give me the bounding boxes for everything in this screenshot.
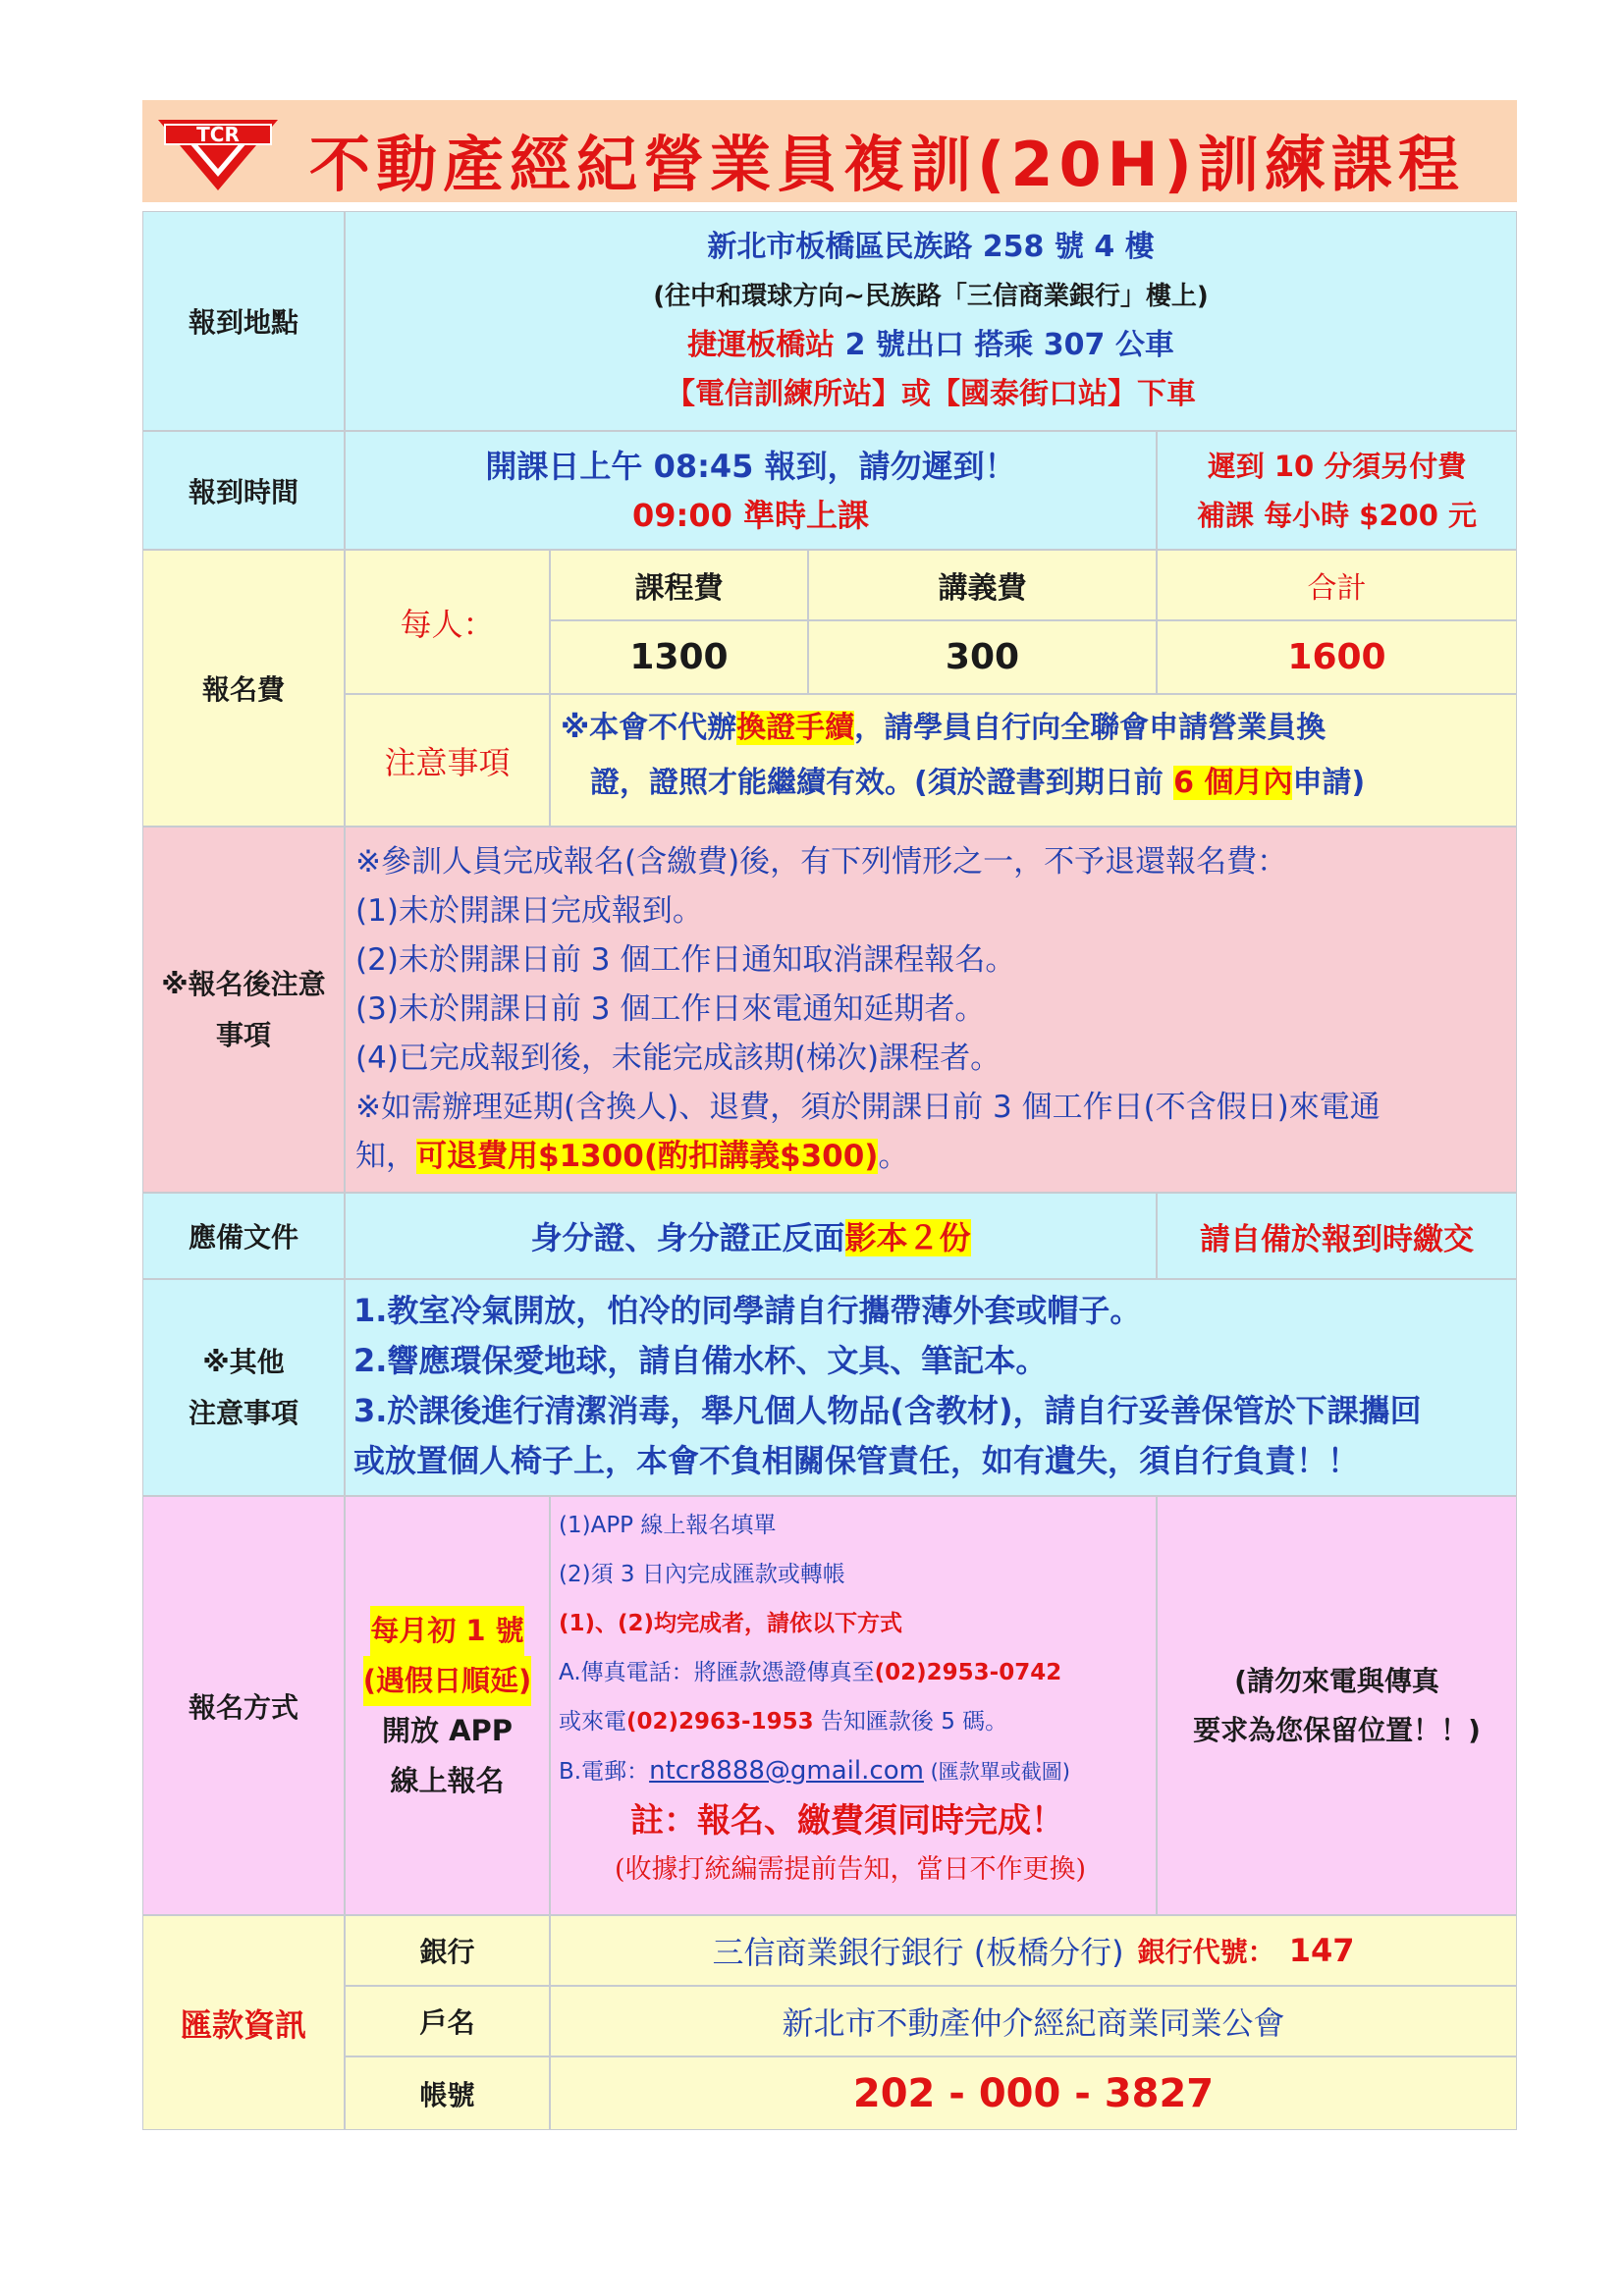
refund-rule-1: (1)未於開課日完成報到。 (355, 893, 703, 929)
refund-rule-3: (3)未於開課日前 3 個工作日來電通知延期者。 (355, 991, 986, 1027)
material-fee-header (808, 550, 1157, 620)
email-link[interactable]: ntcr8888@gmail.com (649, 1756, 924, 1786)
material-fee-value-text: 300 (945, 637, 1020, 677)
signup-online: 線上報名 (390, 1763, 505, 1797)
signup-label-text: 報名方式 (188, 1690, 298, 1724)
location-details (345, 211, 1517, 431)
fee-label (142, 550, 345, 827)
signup-label (142, 1496, 345, 1915)
signup-open-app: 開放 APP (381, 1713, 514, 1747)
refund-rules (345, 827, 1517, 1193)
bank-name-label (345, 1915, 550, 1986)
bank-name-text: 三信商業銀行銀行 (板橋分行) (712, 1934, 1124, 1971)
logo-text: TCR (196, 123, 240, 146)
title-banner (142, 100, 1517, 202)
late-fee: 遲到 10 分須另付費 (1207, 449, 1467, 483)
per-person-text: 每人： (400, 605, 495, 643)
docs-copies-highlight: 影本２份 (844, 1219, 971, 1256)
time-details (345, 431, 1157, 550)
step-fax: A.傳真電話：將匯款憑證傳真至(02)2953-0742 (559, 1660, 1062, 1685)
notice-label (345, 694, 550, 827)
course-fee-header-text: 課程費 (634, 571, 724, 606)
docs-label-text: 應備文件 (188, 1221, 298, 1254)
bank-label (142, 1915, 345, 2130)
signup-warning: 註：報名、繳費須同時完成！ (630, 1801, 1064, 1841)
notice-line-1: ※本會不代辦換證手續，請學員自行向全聯會申請營業員換 (561, 711, 1326, 745)
direction: (往中和環球方向~民族路「三信商業銀行」樓上) (653, 282, 1209, 311)
phone-number: (02)2963-1953 (626, 1709, 814, 1735)
course-fee-value-text: 1300 (629, 637, 729, 677)
account-name-value (550, 1986, 1517, 2056)
refund-amount: 知，可退費用$1300(酌扣講義$300)。 (355, 1139, 909, 1174)
step-app-form: (1)APP 線上報名填單 (559, 1513, 777, 1538)
other-label (142, 1279, 345, 1496)
renewal-highlight: 換證手續 (736, 711, 855, 745)
signup-day: 每月初 1 號 (370, 1606, 523, 1656)
signup-holiday: (遇假日順延) (363, 1656, 532, 1706)
notice-line-2: 證，證照才能繼續有效。(須於證書到期日前 6 個月內申請) (590, 766, 1366, 800)
class-start-time: 09:00 準時上課 (631, 496, 869, 534)
no-reserve-2: 要求為您保留位置！！) (1193, 1713, 1481, 1746)
step-phone: 或來電(02)2963-1953 告知匯款後 5 碼。 (559, 1709, 1008, 1735)
total-header (1157, 550, 1517, 620)
account-number-label (345, 2056, 550, 2130)
signup-steps (550, 1496, 1157, 1915)
refund-postpone: ※如需辦理延期(含換人)、退費，須於開課日前 3 個工作日(不含假日)來電通 (355, 1090, 1380, 1125)
bank-code-label: 銀行代號： (1137, 1936, 1275, 1968)
late-policy (1157, 431, 1517, 550)
time-label (142, 431, 345, 550)
bus-stop: 【電信訓練所站】或【國泰街口站】下車 (666, 377, 1196, 411)
step-email: B.電郵：ntcr8888@gmail.com (匯款單或截圖) (559, 1756, 1070, 1786)
makeup-fee: 補課 每小時 $200 元 (1196, 498, 1477, 532)
bank-name-label-text: 銀行 (419, 1936, 475, 1968)
refund-label-a: ※報名後注意 (161, 967, 326, 1000)
note-eco: 2.響應環保愛地球，請自備水杯、文具、筆記本。 (353, 1342, 1048, 1379)
note-aircon: 1.教室冷氣開放，怕冷的同學請自行攜帶薄外套或帽子。 (353, 1292, 1142, 1329)
page-title: 不動產經紀營業員複訓(20H)訓練課程 (309, 129, 1465, 200)
total-value (1157, 620, 1517, 694)
account-number-label-text: 帳號 (419, 2078, 475, 2111)
course-fee-value (550, 620, 808, 694)
refund-label (142, 827, 345, 1193)
docs-note (1157, 1193, 1517, 1279)
account-number-text: 202 - 000 - 3827 (852, 2070, 1215, 2116)
mrt-info (687, 321, 1174, 370)
note-cleaning: 3.於課後進行清潔消毒，舉凡個人物品(含教材)，請自行妥善保管於下課攜回 (353, 1392, 1422, 1429)
bank-label-text: 匯款資訊 (180, 2005, 306, 2044)
material-fee-value (808, 620, 1157, 694)
step-payment: (2)須 3 日內完成匯款或轉帳 (559, 1562, 845, 1587)
account-name-text: 新北市不動產仲介經紀商業同業公會 (782, 2004, 1285, 2042)
notice-label-text: 注意事項 (384, 743, 511, 781)
per-person (345, 550, 550, 694)
other-label-b: 注意事項 (188, 1396, 298, 1429)
material-fee-header-text: 講義費 (938, 571, 1027, 606)
bank-name-value (550, 1915, 1517, 1986)
docs-note-text: 請自備於報到時繳交 (1200, 1221, 1474, 1257)
signup-schedule (345, 1496, 550, 1915)
mrt-exit: 2 號出口 搭乘 (835, 328, 1044, 362)
docs-label (142, 1193, 345, 1279)
six-months-highlight: 6 個月內 (1173, 766, 1293, 800)
bus-text: 公車 (1105, 328, 1174, 362)
bus-number: 307 (1043, 328, 1106, 362)
certificate-notice (550, 694, 1517, 827)
refund-rule-4: (4)已完成報到後，未能完成該期(梯次)課程者。 (355, 1041, 1001, 1076)
note-liability: 或放置個人椅子上，本會不負相關保管責任，如有遺失，須自行負責！！ (353, 1442, 1360, 1479)
other-label-a: ※其他 (202, 1345, 285, 1378)
signup-no-reserve (1157, 1496, 1517, 1915)
tcr-logo-icon (156, 114, 280, 192)
location-label-text: 報到地點 (188, 306, 298, 339)
docs-text: 身分證、身分證正反面 (530, 1219, 845, 1256)
refund-rule-intro: ※參訓人員完成報名(含繳費)後，有下列情形之一，不予退還報名費： (355, 844, 1288, 880)
refund-highlight: 可退費用$1300(酌扣講義$300) (416, 1139, 879, 1174)
total-header-text: 合計 (1307, 571, 1367, 606)
other-notes (345, 1279, 1517, 1496)
no-reserve-1: (請勿來電與傳真 (1234, 1664, 1439, 1697)
fax-number: (02)2953-0742 (874, 1660, 1062, 1685)
account-name-label (345, 1986, 550, 2056)
mrt-station: 捷運板橋站 (687, 328, 836, 362)
fee-label-text: 報名費 (201, 673, 285, 706)
total-value-text: 1600 (1287, 637, 1386, 677)
course-fee-header (550, 550, 808, 620)
account-name-label-text: 戶名 (419, 2006, 475, 2039)
location-label (142, 211, 345, 431)
account-number-value (550, 2056, 1517, 2130)
step-complete: (1)、(2)均完成者，請依以下方式 (559, 1611, 903, 1636)
docs-required (345, 1193, 1157, 1279)
refund-rule-2: (2)未於開課日前 3 個工作日通知取消課程報名。 (355, 942, 1016, 978)
checkin-time: 開課日上午 08:45 報到，請勿遲到！ (485, 447, 1016, 485)
receipt-note: (收據打統編需提前告知，當日不作更換) (614, 1854, 1087, 1885)
time-label-text: 報到時間 (188, 475, 298, 508)
address: 新北市板橋區民族路 258 號 4 樓 (707, 230, 1155, 264)
bank-code-value: 147 (1288, 1932, 1355, 1969)
refund-label-b: 事項 (215, 1018, 271, 1051)
